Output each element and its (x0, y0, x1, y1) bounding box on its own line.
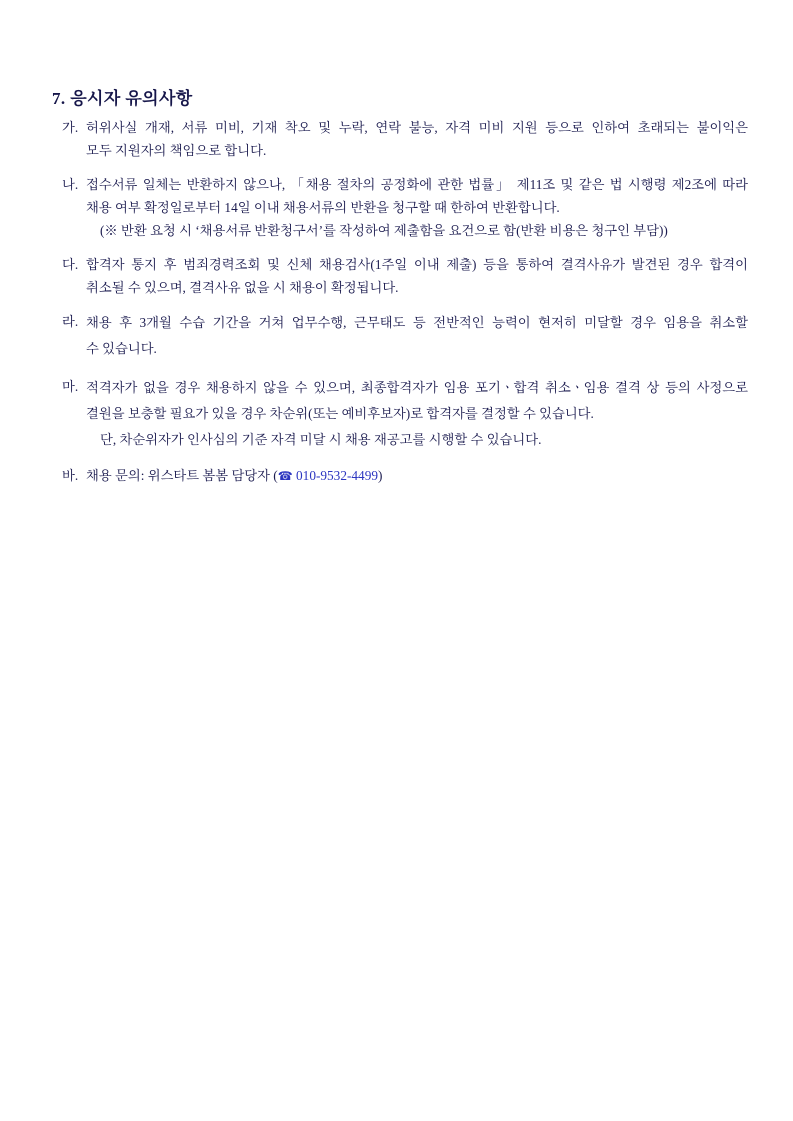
contact-label: 채용 문의: 위스타트 봄봄 담당자 ( (86, 468, 278, 483)
text-line-note: 단, 차순위자가 인사심의 기준 자격 미달 시 채용 재공고를 시행할 수 있습니다. (100, 432, 542, 447)
page-title: 7. 응시자 유의사항 (52, 89, 193, 108)
text-line: 접수서류 일체는 반환하지 않으나, 「채용 절차의 공정화에 관한 법률」 제11조 및 같은 법 시행령 제2조에 따라 (86, 177, 748, 192)
list-item-marker: 라. (62, 314, 79, 329)
phone-number[interactable]: 010-9532-4499 (296, 468, 379, 483)
text-line: 수 있습니다. (86, 341, 157, 356)
text-line: 결원을 보충할 필요가 있을 경우 차순위(또는 예비후보자)로 합격자를 결정할 수 있습니다. (86, 406, 594, 421)
text-line-note: (※ 반환 요청 시 ‘채용서류 반환청구서’를 작성하여 제출함을 요건으로 함(반환 비용은 청구인 부담)) (100, 223, 668, 238)
list-item-body (86, 310, 748, 362)
list-item-body (86, 253, 748, 299)
list-item-marker: 가. (62, 120, 79, 135)
list-item-body (86, 116, 748, 162)
list-item-marker: 나. (62, 177, 79, 192)
list-item-body (86, 173, 748, 242)
text-line: 합격자 통지 후 범죄경력조회 및 신체 채용검사(1주일 이내 제출) 등을 통하여 결격사유가 발견된 경우 합격이 (86, 257, 748, 272)
list-item-marker: 마. (62, 379, 79, 394)
list-item (62, 116, 748, 162)
list-item-contact (62, 464, 748, 488)
text-line: 채용 여부 확정일로부터 14일 이내 채용서류의 반환을 청구할 때 한하여 반환합니다. (86, 200, 560, 215)
list-item (62, 253, 748, 299)
list-item (62, 173, 748, 242)
text-line: 적격자가 없을 경우 채용하지 않을 수 있으며, 최종합격자가 임용 포기ㆍ합격 취소ㆍ임용 결격 상 등의 사정으로 (86, 380, 748, 395)
list-item (62, 375, 748, 453)
list-item-body (86, 375, 748, 453)
list-item-body (86, 464, 748, 488)
notice-list (62, 116, 748, 499)
contact-trailing: ) (378, 468, 383, 483)
text-line: 취소될 수 있으며, 결격사유 없을 시 채용이 확정됩니다. (86, 280, 399, 295)
list-item (62, 310, 748, 362)
text-line: 모두 지원자의 책임으로 합니다. (86, 143, 267, 158)
text-line: 채용 후 3개월 수습 기간을 거쳐 업무수행, 근무태도 등 전반적인 능력이 현저히 미달할 경우 임용을 취소할 (86, 315, 748, 330)
telephone-icon: ☎ (277, 469, 293, 483)
list-item-marker: 다. (62, 257, 79, 272)
list-item-marker: 바. (62, 468, 79, 483)
text-line: 허위사실 개재, 서류 미비, 기재 착오 및 누락, 연락 불능, 자격 미비 지원 등으로 인하여 초래되는 불이익은 (86, 120, 748, 135)
